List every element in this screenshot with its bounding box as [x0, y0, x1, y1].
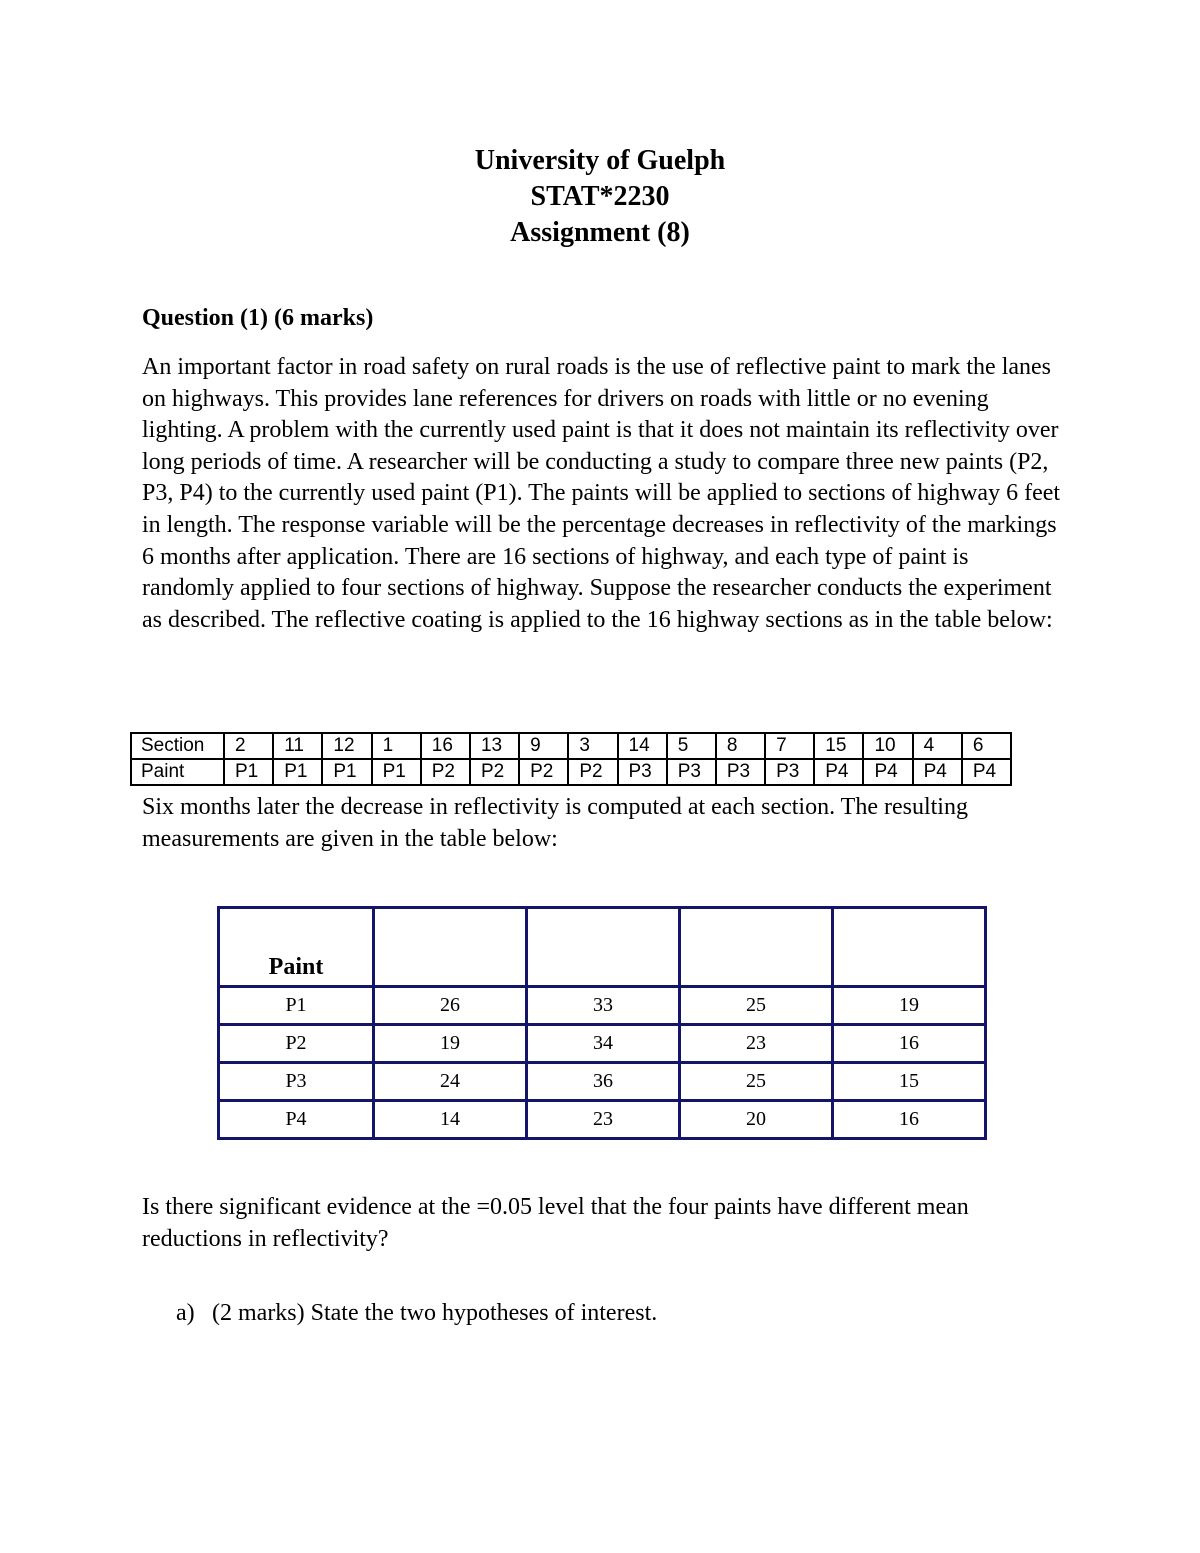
university-title: University of Guelph: [474, 145, 726, 176]
paint-cell: P3: [765, 759, 814, 785]
value-cell: 26: [374, 987, 527, 1025]
paint-label-cell: P3: [219, 1063, 374, 1101]
value-cell: 16: [833, 1101, 986, 1139]
paint-cell: P4: [962, 759, 1011, 785]
paint-cell: P3: [667, 759, 716, 785]
paint-label-cell: P1: [219, 987, 374, 1025]
paint-label-cell: P2: [219, 1025, 374, 1063]
value-cell: 20: [680, 1101, 833, 1139]
section-cell: 12: [322, 733, 371, 759]
paint-column-header: Paint: [219, 908, 374, 987]
section-cell: 1: [372, 733, 421, 759]
table-row: [219, 1025, 986, 1063]
part-a-text: (2 marks) State the two hypotheses of interest.: [212, 1300, 658, 1326]
paint-row: [131, 759, 1011, 785]
value-cell: 36: [527, 1063, 680, 1101]
table-row: [219, 987, 986, 1025]
value-cell: 25: [680, 1063, 833, 1101]
empty-header-cell: [680, 908, 833, 987]
value-cell: 14: [374, 1101, 527, 1139]
question-title: Question (1) (6 marks): [142, 305, 374, 331]
empty-header-cell: [833, 908, 986, 987]
paint-cell: P1: [372, 759, 421, 785]
measurement-table: [217, 906, 987, 1140]
document-header: [0, 143, 1200, 251]
section-cell: 13: [470, 733, 519, 759]
paint-cell: P2: [421, 759, 470, 785]
table-row: [219, 1101, 986, 1139]
question-intro: An important factor in road safety on rural roads is the use of reflective paint to mark the lanes on highways. This provides lane references for drivers on roads with little or no evening lighting. A problem with the currently used paint is that it does not maintain its reflectivity over long periods of time. A researcher will be conducting a study to compare three new paints (P2, P3, P4) to the currently used paint (P1). The paints will be applied to sections of highway 6 feet in length. The response variable will be the percentage decreases in reflectivity of the markings 6 months after application. There are 16 sections of highway, and each type of paint is randomly applied to four sections of highway. Suppose the researcher conducts the experiment as described. The reflective coating is applied to the 16 highway sections as in the table below:: [142, 354, 1061, 633]
course-code: STAT*2230: [530, 181, 670, 212]
paint-label-cell: P4: [219, 1101, 374, 1139]
value-cell: 34: [527, 1025, 680, 1063]
section-cell: 9: [519, 733, 568, 759]
value-cell: 25: [680, 987, 833, 1025]
part-a: [176, 1298, 657, 1330]
section-cell: 11: [273, 733, 322, 759]
section-cell: 5: [667, 733, 716, 759]
assignment-title: Assignment (8): [510, 217, 690, 248]
paint-row-label: Paint: [131, 759, 224, 785]
section-cell: 6: [962, 733, 1011, 759]
paint-cell: P2: [568, 759, 617, 785]
paint-cell: P1: [322, 759, 371, 785]
value-cell: 19: [374, 1025, 527, 1063]
section-assignment-table: [130, 732, 1012, 786]
measurement-header-row: [219, 908, 986, 987]
section-cell: 3: [568, 733, 617, 759]
empty-header-cell: [374, 908, 527, 987]
after-table-text: Six months later the decrease in reflectivity is computed at each section. The resulting measurements are given in the table below:: [142, 794, 968, 852]
section-cell: 4: [913, 733, 962, 759]
section-cell: 2: [224, 733, 273, 759]
paint-cell: P1: [224, 759, 273, 785]
section-cell: 14: [618, 733, 667, 759]
value-cell: 19: [833, 987, 986, 1025]
paint-cell: P4: [913, 759, 962, 785]
paint-cell: P3: [618, 759, 667, 785]
value-cell: 24: [374, 1063, 527, 1101]
paint-cell: P2: [519, 759, 568, 785]
section-cell: 10: [863, 733, 912, 759]
value-cell: 23: [527, 1101, 680, 1139]
paint-cell: P2: [470, 759, 519, 785]
section-cell: 7: [765, 733, 814, 759]
table-row: [219, 1063, 986, 1101]
paint-cell: P3: [716, 759, 765, 785]
section-row-label: Section: [131, 733, 224, 759]
section-row: [131, 733, 1011, 759]
section-cell: 16: [421, 733, 470, 759]
paint-cell: P1: [273, 759, 322, 785]
paint-cell: P4: [814, 759, 863, 785]
paint-cell: P4: [863, 759, 912, 785]
value-cell: 15: [833, 1063, 986, 1101]
section-cell: 15: [814, 733, 863, 759]
empty-header-cell: [527, 908, 680, 987]
value-cell: 23: [680, 1025, 833, 1063]
value-cell: 33: [527, 987, 680, 1025]
part-a-label: a): [176, 1300, 195, 1326]
value-cell: 16: [833, 1025, 986, 1063]
section-cell: 8: [716, 733, 765, 759]
significance-question: Is there significant evidence at the =0.05 level that the four paints have different mean reductions in reflectivity?: [142, 1194, 969, 1252]
